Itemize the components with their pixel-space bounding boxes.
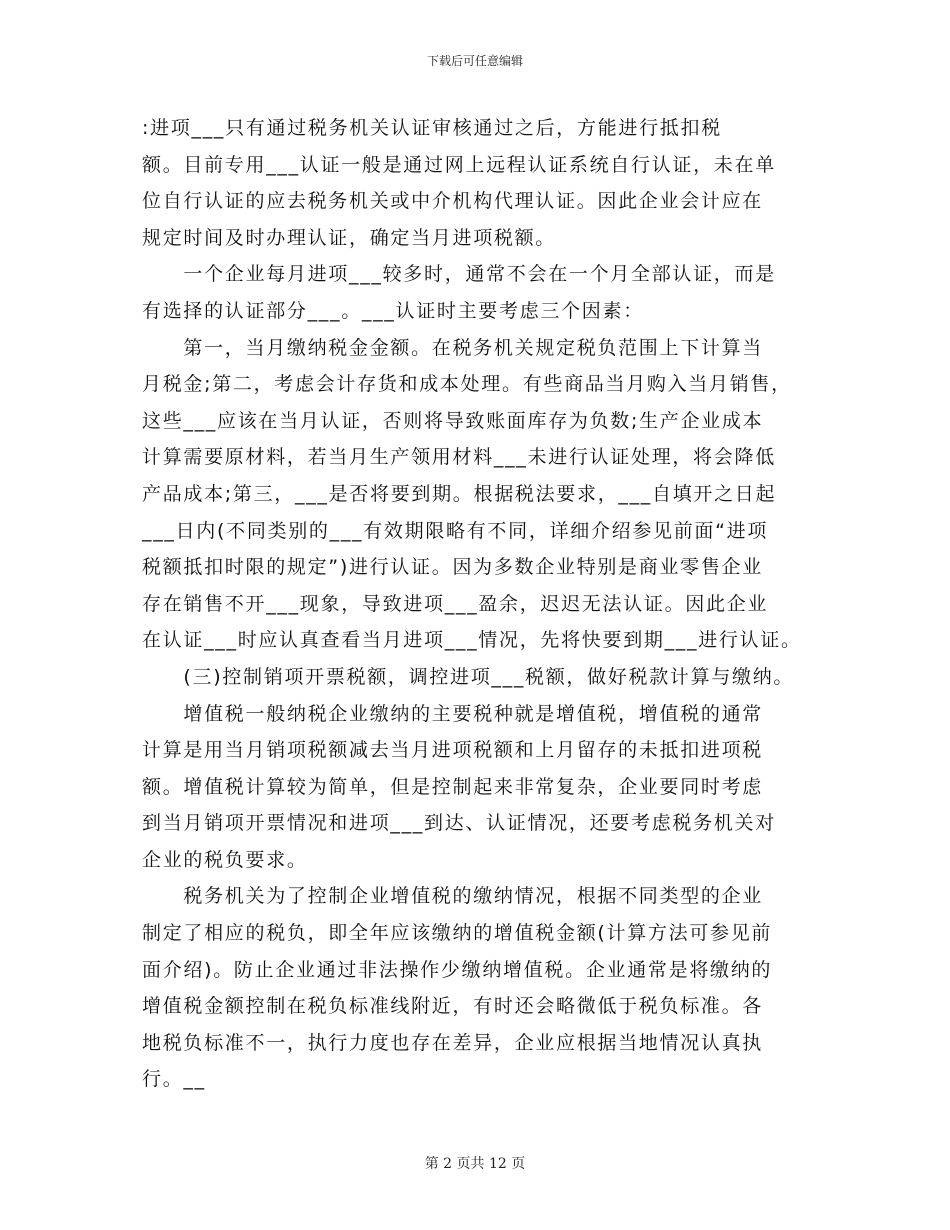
body-line: 计算是用当月销项税额减去当月进项税额和上月留存的未抵扣进项税: [142, 739, 764, 762]
body-line: 额。目前专用___认证一般是通过网上远程认证系统自行认证，未在单: [142, 153, 776, 176]
body-line: ___日内(不同类别的___有效期限略有不同，详细介绍参见前面“进项: [142, 519, 769, 542]
page-number: 第 2 页共 12 页: [424, 1156, 526, 1172]
body-line: 月税金;第二，考虑会计存货和成本处理。有些商品当月购入当月销售，: [142, 373, 792, 396]
body-line: 增值税金额控制在税负标准线附近，有时还会略微低于税负标准。各: [142, 995, 764, 1018]
body-line: 制定了相应的税负，即全年应该缴纳的增值税金额(计算方法可参见前: [142, 922, 773, 945]
body-line: (三)控制销项开票税额，调控进项___税额，做好税款计算与缴纳。: [142, 665, 795, 688]
page-header: 下载后可任意编辑: [426, 54, 523, 68]
body-line: 税额抵扣时限的规定”)进行认证。因为多数企业特别是商业零售企业: [142, 556, 763, 579]
body-line: 面介绍)。防止企业通过非法操作少缴纳增值税。企业通常是将缴纳的: [142, 958, 773, 981]
body-line: 增值税一般纳税企业缴纳的主要税种就是增值税，增值税的通常: [142, 702, 764, 725]
body-line: 一个企业每月进项___较多时，通常不会在一个月全部认证，而是: [142, 263, 776, 286]
body-line: 额。增值税计算较为简单，但是控制起来非常复杂，企业要同时考虑: [142, 775, 764, 798]
body-line: 位自行认证的应去税务机关或中介机构代理认证。因此企业会计应在: [142, 190, 764, 213]
body-line: 行。__: [142, 1068, 206, 1091]
body-line: 地税负标准不一，执行力度也存在差异，企业应根据当地情况认真执: [142, 1031, 764, 1054]
body-line: 企业的税负要求。: [142, 848, 308, 871]
body-line: 规定时间及时办理认证，确定当月进项税额。: [142, 226, 557, 249]
body-line: 税务机关为了控制企业增值税的缴纳情况，根据不同类型的企业: [142, 885, 764, 908]
body-line: :进项___只有通过税务机关认证审核通过之后，方能进行抵扣税: [142, 117, 722, 139]
body-line: 产品成本;第三，___是否将要到期。根据税法要求，___自填开之日起: [142, 482, 777, 505]
body-line: 计算需要原材料，若当月生产领用材料___未进行认证处理，将会降低: [142, 446, 776, 469]
body-line: 有选择的认证部分___。___认证时主要考虑三个因素：: [142, 299, 644, 322]
document-body: [142, 110, 832, 1098]
body-line: 存在销售不开___现象，导致进项___盈余，迟迟无法认证。因此企业: [142, 592, 769, 615]
body-line: 到当月销项开票情况和进项___到达、认证情况，还要考虑税务机关对: [142, 812, 776, 835]
body-line: 在认证___时应认真查看当月进项___情况，先将快要到期___进行认证。: [142, 629, 802, 652]
body-line: 这些___应该在当月认证，否则将导致账面库存为负数;生产企业成本: [142, 409, 764, 432]
body-line: 第一，当月缴纳税金金额。在税务机关规定税负范围上下计算当: [142, 336, 764, 359]
